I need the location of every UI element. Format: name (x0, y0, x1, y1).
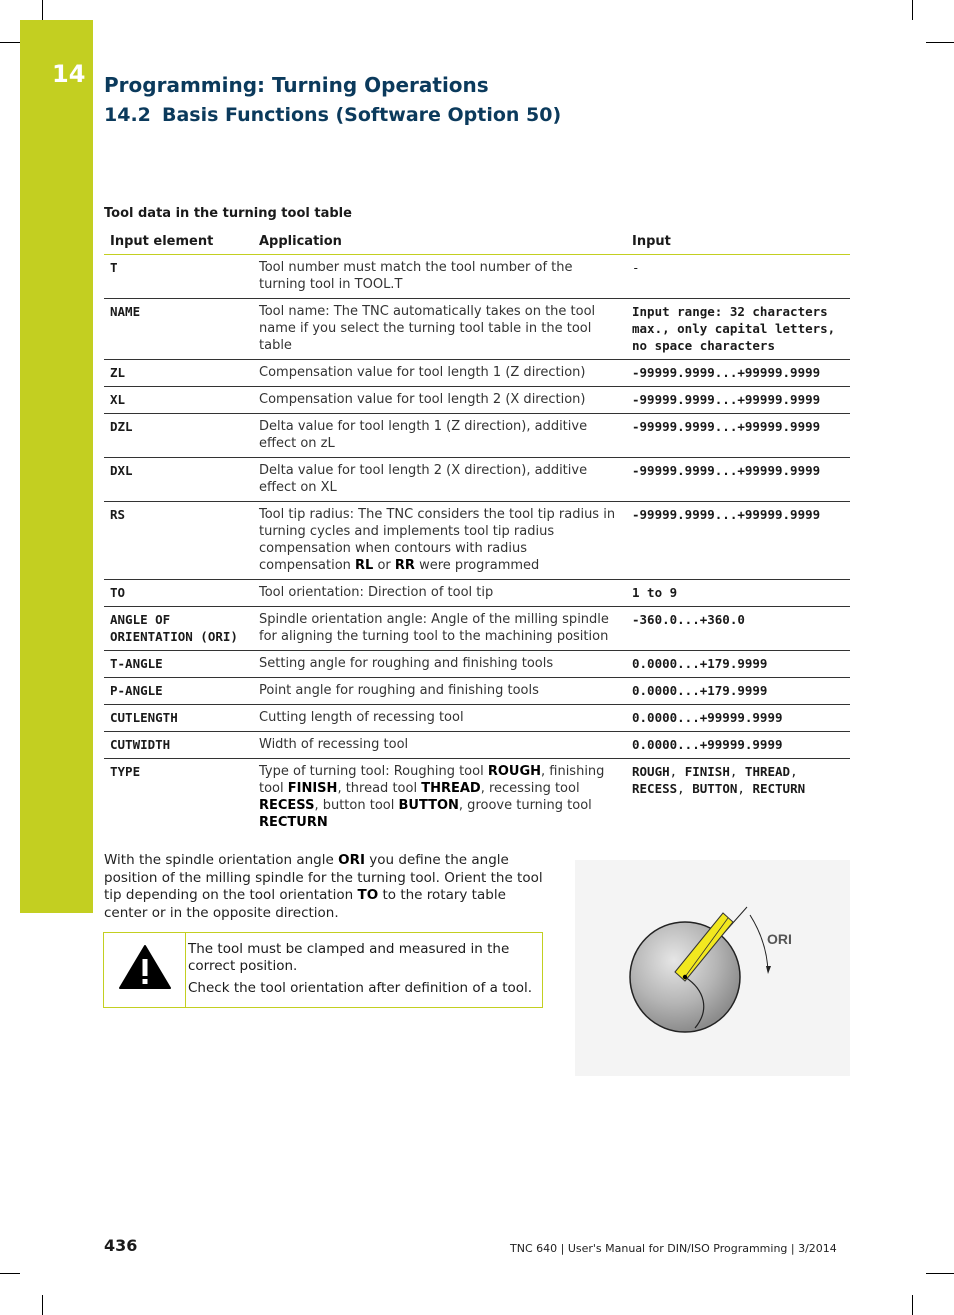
crop-mark (912, 0, 913, 20)
input-element: XL (104, 387, 253, 414)
text-run: , (790, 764, 798, 779)
text-run: or (373, 558, 395, 573)
keyword: RECTURN (259, 815, 328, 830)
input-range: 1 to 9 (626, 580, 850, 607)
ori-label: ORI (767, 931, 792, 947)
input-element: P-ANGLE (104, 678, 253, 705)
input-element: TYPE (110, 764, 141, 779)
keyword: ORI (338, 852, 366, 868)
text-run: , recessing tool (480, 781, 580, 796)
application-text: Tool name: The TNC automatically takes on the tool name if you select the turning tool table in the tool table (253, 299, 626, 360)
table-row (104, 255, 850, 299)
keyword: RECESS (259, 798, 315, 813)
tool-data-table (104, 228, 850, 836)
text-run: you define the angle position of the milling spindle for the turning tool. Orient the tool tip depending on the tool orientation (104, 852, 543, 903)
chapter-number: 14 (52, 60, 86, 88)
input-range: -99999.9999...+99999.9999 (626, 502, 850, 580)
crop-mark (926, 42, 954, 43)
keyword: RECESS (632, 781, 678, 796)
spindle-orientation-illustration (575, 860, 850, 1076)
table-row (104, 705, 850, 732)
input-element: TO (104, 580, 253, 607)
text-run: With the spindle orientation angle (104, 852, 339, 868)
note-divider (185, 933, 186, 1007)
keyword: TO (357, 887, 379, 903)
page-number: 436 (104, 1236, 138, 1255)
keyword: ROUGH (487, 764, 541, 779)
table-row (104, 651, 850, 678)
input-element: ZL (104, 360, 253, 387)
table-row (104, 360, 850, 387)
table-row (104, 414, 850, 458)
application-text: Cutting length of recessing tool (253, 705, 626, 732)
body-paragraph (104, 852, 549, 922)
input-range: 0.0000...+99999.9999 (626, 732, 850, 759)
angle-arc (750, 915, 768, 972)
keyword: ROUGH (632, 764, 670, 779)
input-element: T (104, 255, 253, 299)
application-text (253, 502, 626, 580)
note-line: The tool must be clamped and measured in the correct position. (188, 941, 510, 974)
application-text: Spindle orientation angle: Angle of the milling spindle for aligning the turning tool to the machining position (253, 607, 626, 651)
input-element: CUTWIDTH (104, 732, 253, 759)
column-header: Input element (104, 228, 253, 255)
input-range: 0.0000...+179.9999 (626, 651, 850, 678)
column-header: Application (253, 228, 626, 255)
text-run: to the rotary table center or in the opposite direction. (104, 887, 506, 921)
table-row (104, 759, 850, 837)
keyword: RR (394, 558, 415, 573)
keyword: THREAD (421, 781, 481, 796)
keyword: RECTURN (752, 781, 806, 796)
application-text: Delta value for tool length 2 (X direction), additive effect on XL (253, 458, 626, 502)
input-range: - (626, 255, 850, 299)
input-element: DXL (104, 458, 253, 502)
table-header-row (104, 228, 850, 255)
crop-mark (912, 1295, 913, 1315)
crop-mark (42, 1295, 43, 1315)
input-range: 0.0000...+179.9999 (626, 678, 850, 705)
chapter-title: Programming: Turning Operations (104, 73, 489, 97)
input-element: ANGLE OF ORIENTATION (ORI) (104, 607, 253, 651)
warning-triangle-icon (118, 943, 172, 991)
application-text: Compensation value for tool length 1 (Z direction) (253, 360, 626, 387)
text-run: , (677, 781, 693, 796)
text-run: , (737, 781, 753, 796)
keyword: RL (355, 558, 374, 573)
text-run: were programmed (414, 558, 540, 573)
footer-text: TNC 640 | User's Manual for DIN/ISO Programming | 3/2014 (510, 1242, 837, 1255)
input-range: -99999.9999...+99999.9999 (626, 387, 850, 414)
application-text: Compensation value for tool length 2 (X direction) (253, 387, 626, 414)
text-run: , (729, 764, 745, 779)
table-row (104, 732, 850, 759)
application-text: Point angle for roughing and finishing tools (253, 678, 626, 705)
input-range: -99999.9999...+99999.9999 (626, 458, 850, 502)
input-element: DZL (104, 414, 253, 458)
input-range: Input range: 32 characters max., only capital letters, no space characters (626, 299, 850, 360)
table-row (104, 458, 850, 502)
keyword: BUTTON (398, 798, 459, 813)
warning-note (103, 932, 543, 1008)
input-range: -99999.9999...+99999.9999 (626, 414, 850, 458)
table-row (104, 678, 850, 705)
crop-mark (42, 0, 43, 20)
application-text: Width of recessing tool (253, 732, 626, 759)
application-text: Setting angle for roughing and finishing tools (253, 651, 626, 678)
input-range (626, 759, 850, 837)
text-run: , (669, 764, 685, 779)
section-number: 14.2 (104, 104, 151, 126)
center-point (683, 975, 687, 979)
text-run: , thread tool (337, 781, 422, 796)
crop-mark (0, 42, 20, 43)
input-range: 0.0000...+99999.9999 (626, 705, 850, 732)
text-run: , button tool (314, 798, 399, 813)
table-row (104, 299, 850, 360)
input-range: -99999.9999...+99999.9999 (626, 360, 850, 387)
chapter-sidebar (20, 20, 93, 913)
column-header: Input (626, 228, 850, 255)
table-row (104, 607, 850, 651)
keyword: BUTTON (692, 781, 738, 796)
text-run: , finishing tool (259, 764, 605, 796)
table-row (104, 502, 850, 580)
input-element: T-ANGLE (104, 651, 253, 678)
application-text: Delta value for tool length 1 (Z direction), additive effect on zL (253, 414, 626, 458)
table-row (104, 387, 850, 414)
crop-mark (926, 1273, 954, 1274)
input-element: CUTLENGTH (104, 705, 253, 732)
table-title: Tool data in the turning tool table (104, 206, 352, 221)
table-row (104, 580, 850, 607)
note-line: Check the tool orientation after definition of a tool. (188, 980, 533, 996)
section-title: Basis Functions (Software Option 50) (162, 104, 562, 126)
input-element: NAME (104, 299, 253, 360)
crop-mark (0, 1273, 20, 1274)
text-run: , groove turning tool (458, 798, 592, 813)
section-heading (104, 104, 561, 126)
input-element: RS (104, 502, 253, 580)
input-range: -360.0...+360.0 (626, 607, 850, 651)
text-run: Tool tip radius: The TNC considers the tool tip radius in turning cycles and implements tool tip radius compensation when contours with radius compensation (259, 507, 616, 573)
keyword: THREAD (744, 764, 791, 779)
application-text: Tool orientation: Direction of tool tip (253, 580, 626, 607)
keyword: FINISH (684, 764, 730, 779)
ori-figure (575, 860, 850, 1076)
application-text (253, 759, 626, 837)
keyword: FINISH (287, 781, 338, 796)
application-text: Tool number must match the tool number of the turning tool in TOOL.T (253, 255, 626, 299)
text-run: Type of turning tool: Roughing tool (259, 764, 488, 779)
